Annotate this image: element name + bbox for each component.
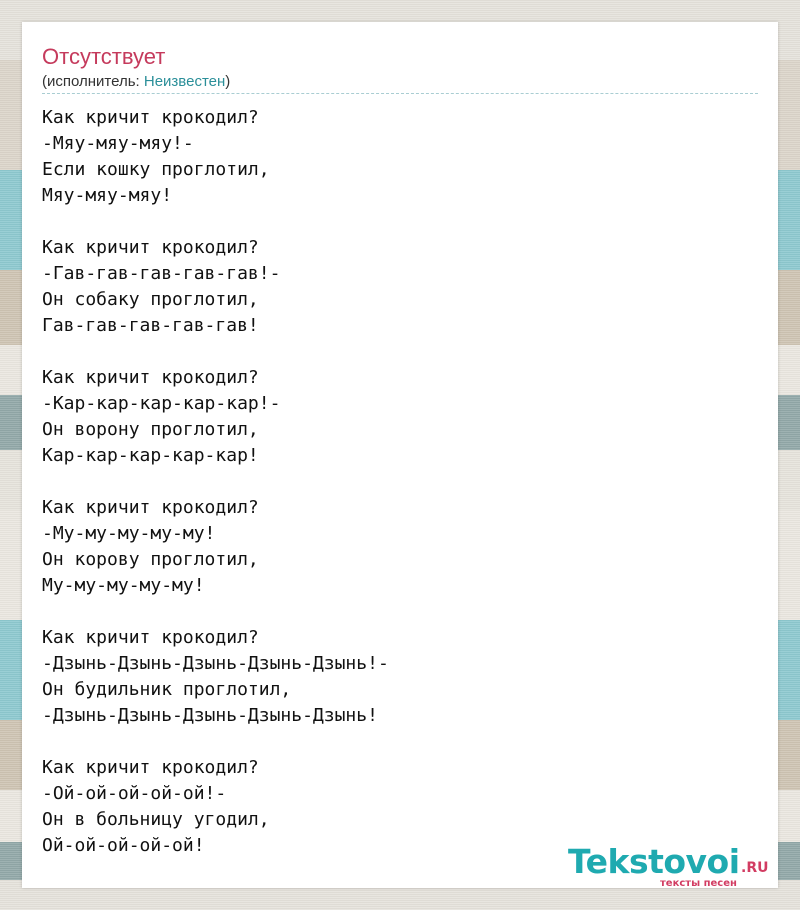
lyrics-card xyxy=(22,22,778,888)
divider xyxy=(42,93,758,94)
logo-main-text: Tekstovoi xyxy=(568,842,740,881)
logo-tagline: тексты песен xyxy=(660,878,737,889)
site-logo[interactable] xyxy=(568,844,778,888)
lyrics-text: Как кричит крокодил? -Мяу-мяу-мяу!- Если кошку проглотил, Мяу-мяу-мяу! Как кричит крокодил? -Гав-гав-гав-гав-гав!- Он собаку проглотил, Гав-гав-гав-гав-гав! Как кричит крокодил? -Кар-кар-кар-кар-кар!- Он ворону проглотил, Кар-кар-кар-кар-кар! Как кричит крокодил? -Му-му-му-му-му! Он корову проглотил, Му-му-му-му-му! Как кричит крокодил? -Дзынь-Дзынь-Дзынь-Дзынь-Дзынь!- Он будильник проглотил, -Дзынь-Дзынь-Дзынь-Дзынь-Дзынь! Как кричит крокодил? -Ой-ой-ой-ой-ой!- Он в больницу угодил, Ой-ой-ой-ой-ой! xyxy=(42,107,389,856)
artist-line xyxy=(42,72,230,92)
song-title: Отсутствует xyxy=(42,44,166,69)
artist-prefix: (исполнитель: xyxy=(42,73,144,90)
logo-domain-suffix: .RU xyxy=(741,860,769,876)
artist-link[interactable]: Неизвестен xyxy=(143,73,226,90)
artist-suffix: ) xyxy=(225,73,231,90)
